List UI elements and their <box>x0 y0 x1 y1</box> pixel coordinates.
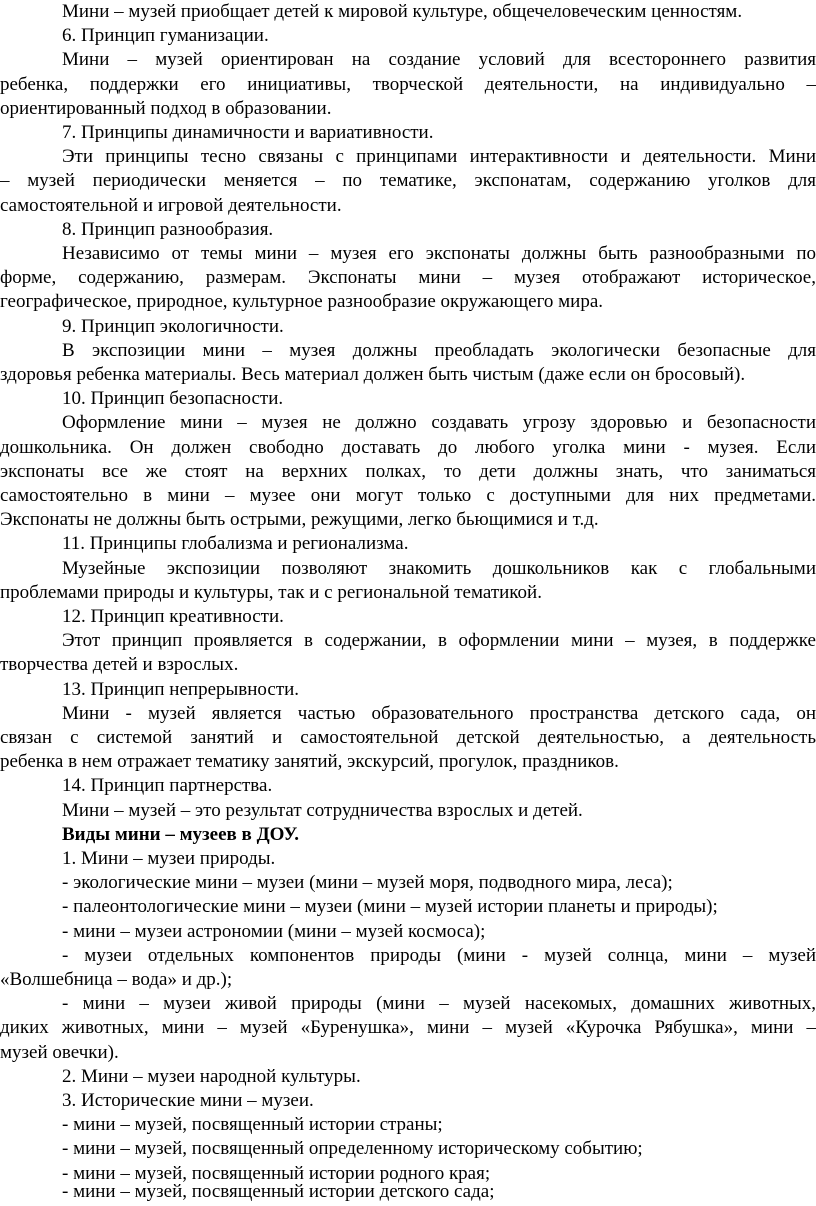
text-line: связан с системой занятий и самостоятельной детской деятельностью, а деятельность <box>0 727 816 748</box>
list-item: - мини – музеи астрономии (мини – музей космоса); <box>62 920 486 942</box>
principle-heading: 14. Принцип партнерства. <box>62 775 273 797</box>
text-line: самостоятельной и игровой деятельности. <box>0 194 342 216</box>
principle-heading: 12. Принцип креативности. <box>62 606 284 627</box>
principle-heading: 13. Принцип непрерывности. <box>62 678 300 700</box>
principle-heading: 10. Принцип безопасности. <box>62 388 284 410</box>
text-line: ребенка в нем отражает тематику занятий, экскурсий, прогулок, праздников. <box>0 751 619 773</box>
list-item-continuation: «Волшебница – вода» и др.); <box>0 969 233 990</box>
text-line: Музейные экспозиции позволяют знакомить дошкольников как с глобальными <box>62 557 816 579</box>
category-heading: 3. Исторические мини – музеи. <box>62 1090 314 1111</box>
text-line: Этот принцип проявляется в содержании, в оформлении мини – музея, в поддержке <box>62 630 816 652</box>
list-item: - музеи отдельных компонентов природы (мини - музей солнца, мини – музей <box>62 944 816 966</box>
category-heading: 1. Мини – музеи природы. <box>62 848 276 869</box>
list-item: - мини – музей, посвященный истории родного края; <box>62 1162 491 1184</box>
list-item-continuation: музей овечки). <box>0 1041 119 1063</box>
text-line: ориентированный подход в образовании. <box>0 97 332 119</box>
text-line: форме, содержанию, размерам. Экспонаты мини – музея отображают историческое, <box>0 267 816 289</box>
principle-heading: 7. Принципы динамичности и вариативности. <box>62 122 434 143</box>
list-item: - палеонтологические мини – музеи (мини – музей истории планеты и природы); <box>62 896 718 918</box>
text-line: проблемами природы и культуры, так и с региональной тематикой. <box>0 581 542 603</box>
text-line: Мини – музей – это результат сотрудничества взрослых и детей. <box>62 799 583 821</box>
text-line: ребенка, поддержки его инициативы, творческой деятельности, на индивидуально – <box>0 73 816 95</box>
text-line: дошкольника. Он должен свободно доставать до любого уголка мини - музея. Если <box>0 436 816 458</box>
text-line: творчества детей и взрослых. <box>0 654 239 676</box>
principle-heading: 8. Принцип разнообразия. <box>62 218 274 240</box>
list-item: - экологические мини – музеи (мини – музей моря, подводного мира, леса); <box>62 872 673 894</box>
text-line: Мини – музей ориентирован на создание условий для всестороннего развития <box>62 49 816 71</box>
list-item: - мини – музей, посвященный истории страны; <box>62 1114 443 1136</box>
section-heading: Виды мини – музеев в ДОУ. <box>62 823 299 845</box>
list-item-continuation: диких животных, мини – музей «Буренушка», мини – музей «Курочка Рябушка», мини – <box>0 1017 816 1039</box>
list-item: - мини – музей, посвященный определенному историческому событию; <box>62 1138 643 1160</box>
category-heading: 2. Мини – музеи народной культуры. <box>62 1065 361 1087</box>
list-item: - мини – музеи живой природы (мини – музей насекомых, домашних животных, <box>62 993 816 1015</box>
text-line: Независимо от темы мини – музея его экспонаты должны быть разнообразными по <box>62 243 816 264</box>
text-line: самостоятельно в мини – музее они могут только с доступными для них предметами. <box>0 485 816 506</box>
text-line: Экспонаты не должны быть острыми, режущими, легко бьющимися и т.д. <box>0 509 599 531</box>
text-line: Оформление мини – музея не должно создавать угрозу здоровью и безопасности <box>62 412 816 434</box>
principle-heading: 6. Принцип гуманизации. <box>62 25 269 47</box>
principle-heading: 9. Принцип экологичности. <box>62 315 284 337</box>
text-line: Эти принципы тесно связаны с принципами интерактивности и деятельности. Мини <box>62 146 816 168</box>
text-line: Мини - музей является частью образовательного пространства детского сада, он <box>62 702 816 724</box>
list-item: - мини – музей, посвященный истории детского сада; <box>62 1181 495 1202</box>
text-line: Мини – музей приобщает детей к мировой культуре, общечеловеческим ценностям. <box>62 1 743 22</box>
text-line: – музей периодически меняется – по тематике, экспонатам, содержанию уголков для <box>0 170 816 192</box>
text-line: географическое, природное, культурное разнообразие окружающего мира. <box>0 291 604 313</box>
text-line: здоровья ребенка материалы. Весь материал должен быть чистым (даже если он бросовый). <box>0 364 746 385</box>
text-line: В экспозиции мини – музея должны преобладать экологически безопасные для <box>62 339 816 361</box>
text-line: экспонаты все же стоят на верхних полках, то дети должны знать, что заниматься <box>0 460 816 482</box>
principle-heading: 11. Принципы глобализма и регионализма. <box>62 533 409 555</box>
